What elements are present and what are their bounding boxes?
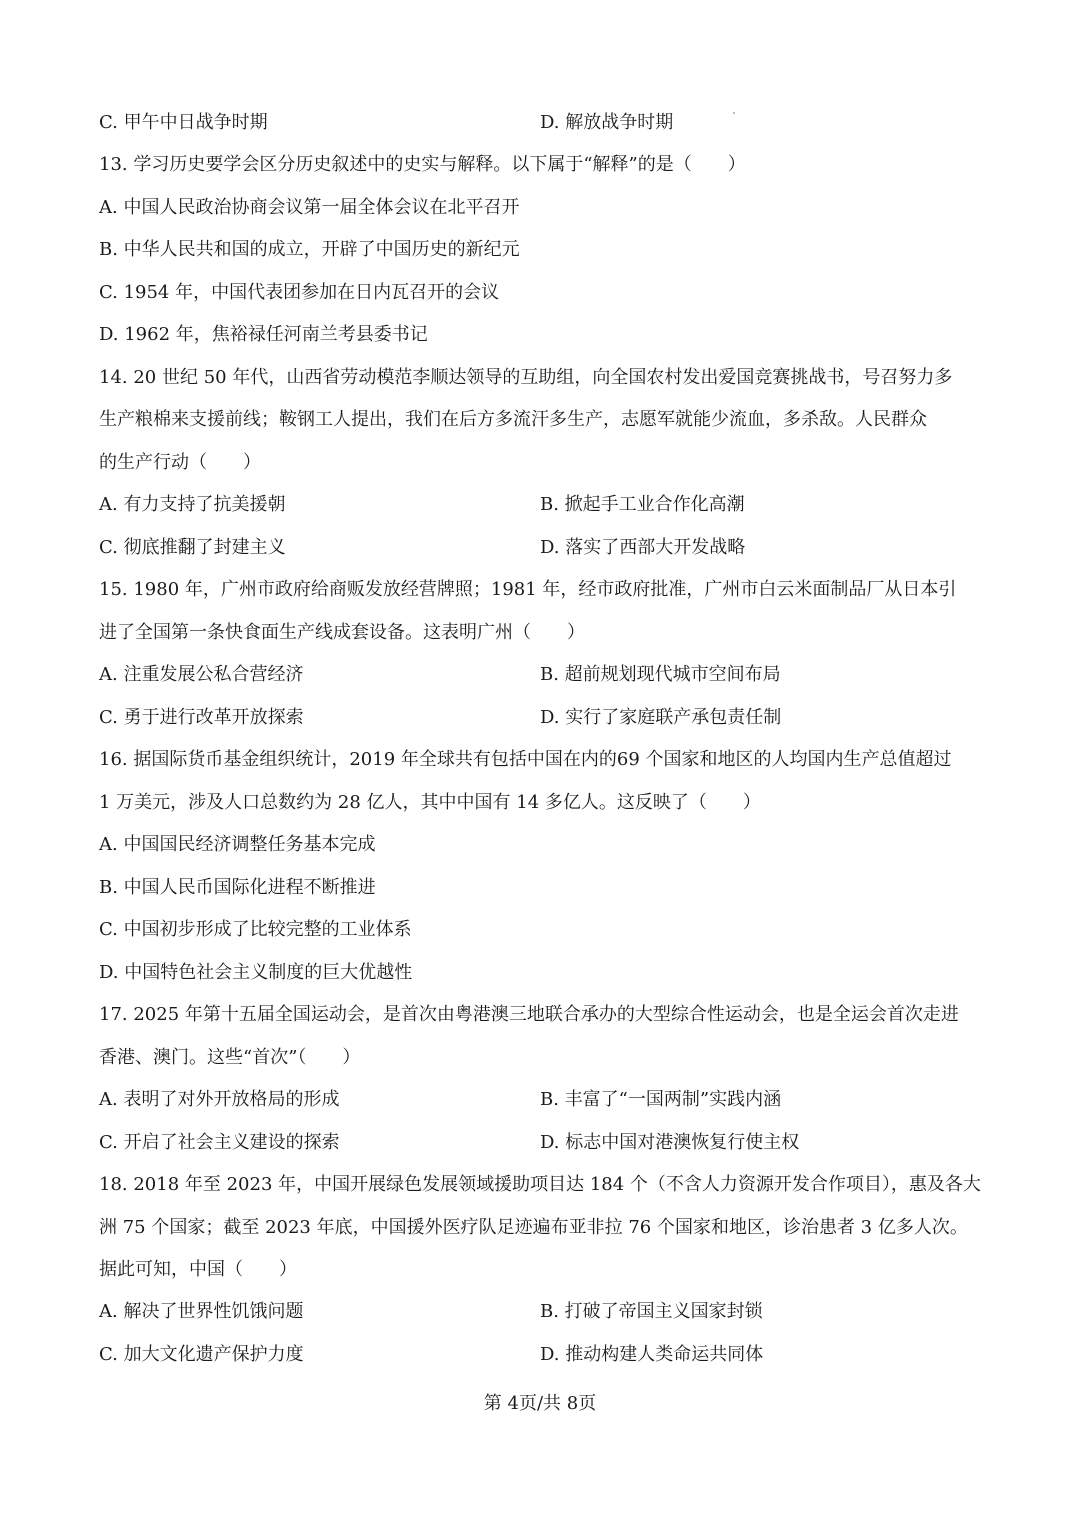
q15-option-d: D. 实行了家庭联产承包责任制: [540, 707, 782, 728]
q12-option-c: C. 甲午中日战争时期: [99, 112, 268, 133]
q15-stem-line2: 进了全国第一条快食面生产线成套设备。这表明广州（ ）: [99, 622, 585, 643]
q18-stem-line2: 洲 75 个国家；截至 2023 年底，中国援外医疗队足迹遍布亚非拉 76 个国家和地区，诊治患者 3 亿多人次。: [99, 1217, 968, 1238]
q17-stem-line1: 17. 2025 年第十五届全国运动会，是首次由粤港澳三地联合承办的大型综合性运动会，也是全运会首次走进: [99, 1004, 959, 1025]
q14-option-a: A. 有力支持了抗美援朝: [99, 494, 286, 515]
q14-option-b: B. 掀起手工业合作化高潮: [540, 494, 745, 515]
q16-option-b: B. 中国人民币国际化进程不断推进: [99, 877, 376, 898]
q14-stem-line1: 14. 20 世纪 50 年代，山西省劳动模范李顺达领导的互助组，向全国农村发出爱国竞赛挑战书，号召努力多: [99, 367, 953, 388]
q18-option-c: C. 加大文化遗产保护力度: [99, 1344, 304, 1365]
q14-stem-line3: 的生产行动（ ）: [99, 452, 261, 473]
q18-option-a: A. 解决了世界性饥饿问题: [99, 1301, 304, 1322]
q12-option-d: D. 解放战争时期: [540, 112, 674, 133]
q13-option-b: B. 中华人民共和国的成立，开辟了中国历史的新纪元: [99, 239, 520, 260]
q13-option-d: D. 1962 年，焦裕禄任河南兰考县委书记: [99, 324, 428, 345]
q18-option-b: B. 打破了帝国主义国家封锁: [540, 1301, 763, 1322]
q16-option-d: D. 中国特色社会主义制度的巨大优越性: [99, 962, 413, 983]
q14-option-d: D. 落实了西部大开发战略: [540, 537, 746, 558]
q17-option-b: B. 丰富了“一国两制”实践内涵: [540, 1089, 782, 1110]
q16-stem-line2: 1 万美元，涉及人口总数约为 28 亿人，其中中国有 14 多亿人。这反映了（ ）: [99, 792, 761, 813]
q16-stem-line1: 16. 据国际货币基金组织统计，2019 年全球共有包括中国在内的69 个国家和地区的人均国内生产总值超过: [99, 749, 952, 770]
q15-option-b: B. 超前规划现代城市空间布局: [540, 664, 781, 685]
q13-option-c: C. 1954 年，中国代表团参加在日内瓦召开的会议: [99, 282, 500, 303]
q17-stem-line2: 香港、澳门。这些“首次”（ ）: [99, 1047, 361, 1068]
q18-stem-line3: 据此可知，中国（ ）: [99, 1259, 297, 1280]
q13-stem: 13. 学习历史要学会区分历史叙述中的史实与解释。以下属于“解释”的是（ ）: [99, 154, 746, 175]
q18-option-d: D. 推动构建人类命运共同体: [540, 1344, 764, 1365]
q18-stem-line1: 18. 2018 年至 2023 年，中国开展绿色发展领域援助项目达 184 个（不含人力资源开发合作项目），惠及各大: [99, 1174, 981, 1195]
q14-option-c: C. 彻底推翻了封建主义: [99, 537, 286, 558]
q17-option-d: D. 标志中国对港澳恢复行使主权: [540, 1132, 800, 1153]
q15-option-a: A. 注重发展公私合营经济: [99, 664, 304, 685]
q15-option-c: C. 勇于进行改革开放探索: [99, 707, 304, 728]
page-number: 第 4页/共 8页: [483, 1393, 597, 1414]
q16-option-c: C. 中国初步形成了比较完整的工业体系: [99, 919, 412, 940]
q15-stem-line1: 15. 1980 年，广州市政府给商贩发放经营牌照；1981 年，经市政府批准，广州市白云米面制品厂从日本引: [99, 579, 957, 600]
q16-option-a: A. 中国国民经济调整任务基本完成: [99, 834, 376, 855]
q17-option-c: C. 开启了社会主义建设的探索: [99, 1132, 340, 1153]
q14-stem-line2: 生产粮棉来支援前线；鞍钢工人提出，我们在后方多流汗多生产，志愿军就能少流血，多杀敌。人民群众: [99, 409, 927, 430]
q13-option-a: A. 中国人民政治协商会议第一届全体会议在北平召开: [99, 197, 520, 218]
q17-option-a: A. 表明了对外开放格局的形成: [99, 1089, 340, 1110]
